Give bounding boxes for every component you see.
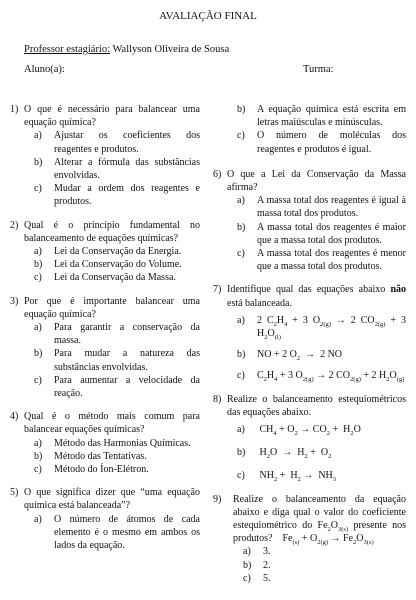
option-b: b) Para mudar a natureza das substâncias envolvidas. xyxy=(34,348,200,373)
question-number: 9) xyxy=(213,493,222,505)
question-4 xyxy=(10,410,200,476)
equation-a: a) 2 $C_2H_4 + 3$ $O_{2(g)} \to 2$ $CO_{2(g)} + 3$ $H_2O_{(l)}$ xyxy=(237,314,407,342)
question-stem: O que significa dizer que “uma equação química está balanceada”? xyxy=(24,487,200,512)
option-a: a) Método das Harmonias Químicas. xyxy=(34,437,191,449)
question-stem: Qual é o princípio fundamental no balanceamento de equações químicas? xyxy=(24,219,200,244)
question-5-continued xyxy=(213,103,406,156)
question-number: 1) xyxy=(10,104,19,115)
option-a: a) O número de átomos de cada elemento é o mesmo em ambos os lados da equação. xyxy=(34,513,200,552)
equation-b: b) $H_2O \to H_2 + O_2$ xyxy=(237,447,332,461)
turma-label: Turma: xyxy=(303,64,334,75)
option-a: a) Ajustar os coeficientes dos reagentes e produtos. xyxy=(34,130,200,155)
option-c: c) Método do Íon-Elétron. xyxy=(34,464,149,476)
option-b: b) Alterar a fórmula das substâncias envolvidas. xyxy=(34,156,200,182)
question-3 xyxy=(10,295,200,401)
question-5 xyxy=(10,486,200,552)
option-b: b) Método das Tentativas. xyxy=(34,450,147,462)
emphasis-nao: não xyxy=(390,284,406,296)
question-number: 8) xyxy=(213,393,222,405)
equation-c: c) $C_2H_4 + 3$ $O_{2(g)} \to 2$ $CO_{2(g)} + 2$ $H_2O_{(g)}$ xyxy=(237,370,405,384)
question-stem: O que é necessário para balancear uma equação química? xyxy=(24,104,200,129)
option-c: c) 5. xyxy=(243,572,271,584)
option-a: a) A massa total dos reagentes é igual à massa total dos produtos. xyxy=(237,195,406,220)
equation-b: b) NO + 2 $O_2 \to 2$ NO xyxy=(237,349,343,363)
professor-line xyxy=(24,43,229,56)
question-number: 2) xyxy=(10,219,19,231)
question-6 xyxy=(213,168,406,274)
option-b: b) Lei da Conservação do Volume. xyxy=(34,259,182,271)
question-stem: Realize o balanceamento da equação abaixo e diga qual o valor do coeficiente estequiométrico do $Fe_2O_{3(s)}$ presente nos produtos? $Fe_{(s)} + O_{2(g)} \to Fe_2O_{3(s)}$ xyxy=(233,493,406,547)
option-c: c) O número de moléculas dos reagentes e produtos é igual. xyxy=(237,130,406,155)
equation-c: c) $NH_2 + H_2 \to NH_3$ xyxy=(237,470,337,484)
option-c: c) Para aumentar a velocidade da reação. xyxy=(34,374,200,400)
question-number: 4) xyxy=(10,411,19,423)
professor-name: Wallyson Oliveira de Sousa xyxy=(112,44,230,55)
question-stem: Por que é importante balancear uma equação química? xyxy=(24,295,200,320)
question-8 xyxy=(213,393,406,483)
right-column xyxy=(213,103,406,595)
question-9 xyxy=(213,493,406,585)
option-c: c) Mudar a ordem dos reagentes e produtos. xyxy=(34,183,200,208)
page-title: AVALIAÇÃO FINAL xyxy=(159,10,257,22)
question-stem: Qual é o método mais comum para balancear equações químicas? xyxy=(24,411,200,436)
equation-a: a) $CH_4 + O_2 \to CO_2 + H_2O$ xyxy=(237,424,361,438)
question-7 xyxy=(213,283,406,382)
question-number: 6) xyxy=(213,168,222,180)
option-c: c) Lei da Conservação da Massa. xyxy=(34,272,176,284)
option-b: b) A equação química está escrita em letras maiúsculas e minúsculas. xyxy=(237,104,406,129)
aluno-label: Aluno(a): xyxy=(24,64,65,75)
question-number: 5) xyxy=(10,487,19,499)
option-b: b) A massa total dos reagentes é maior que a massa total dos produtos. xyxy=(237,221,406,246)
question-2 xyxy=(10,219,200,285)
question-stem: Identifique qual das equações abaixo não está balanceada. xyxy=(227,284,406,309)
option-a: a) Para garantir a conservação da massa. xyxy=(34,322,200,347)
question-1 xyxy=(10,103,200,209)
professor-label: Professor estagiário: xyxy=(24,44,111,55)
option-a: a) 3. xyxy=(243,546,271,558)
question-stem: Realize o balanceamento estequiométricos das equações abaixo. xyxy=(227,393,406,418)
option-a: a) Lei da Conservação da Energia. xyxy=(34,246,182,258)
option-b: b) 2. xyxy=(243,559,271,571)
option-c: c) A massa total dos reagentes é menor que a massa total dos produtos. xyxy=(237,248,406,273)
question-number: 3) xyxy=(10,295,19,307)
question-number: 7) xyxy=(213,284,222,296)
question-stem: O que a Lei da Conservação da Massa afirma? xyxy=(227,168,406,194)
left-column xyxy=(10,103,200,562)
